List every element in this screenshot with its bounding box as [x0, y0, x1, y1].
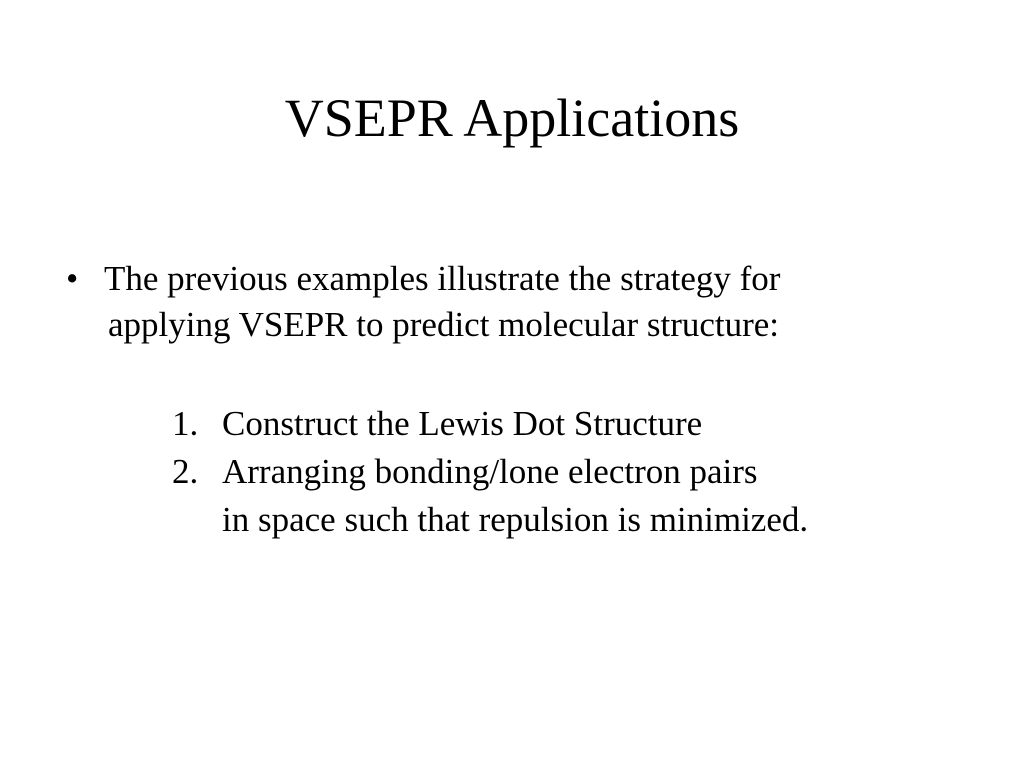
step-text: Arranging bonding/lone electron pairs	[222, 452, 758, 491]
step-text: Construct the Lewis Dot Structure	[222, 404, 703, 443]
slide-title: VSEPR Applications	[284, 88, 740, 148]
step-number: 1.	[172, 404, 199, 443]
step-item-1	[172, 400, 972, 448]
numbered-steps	[172, 400, 972, 544]
bullet-first-line	[66, 256, 966, 302]
step-2-continuation: in space such that repulsion is minimized.	[222, 500, 809, 539]
step-number: 2.	[172, 452, 199, 491]
bullet-text-line-1: The previous examples illustrate the strategy for	[104, 259, 781, 298]
step-item-2	[172, 448, 972, 496]
bullet-glyph: •	[66, 259, 79, 298]
bullet-point	[66, 256, 966, 348]
bullet-text-line-2: applying VSEPR to predict molecular structure:	[108, 305, 780, 344]
